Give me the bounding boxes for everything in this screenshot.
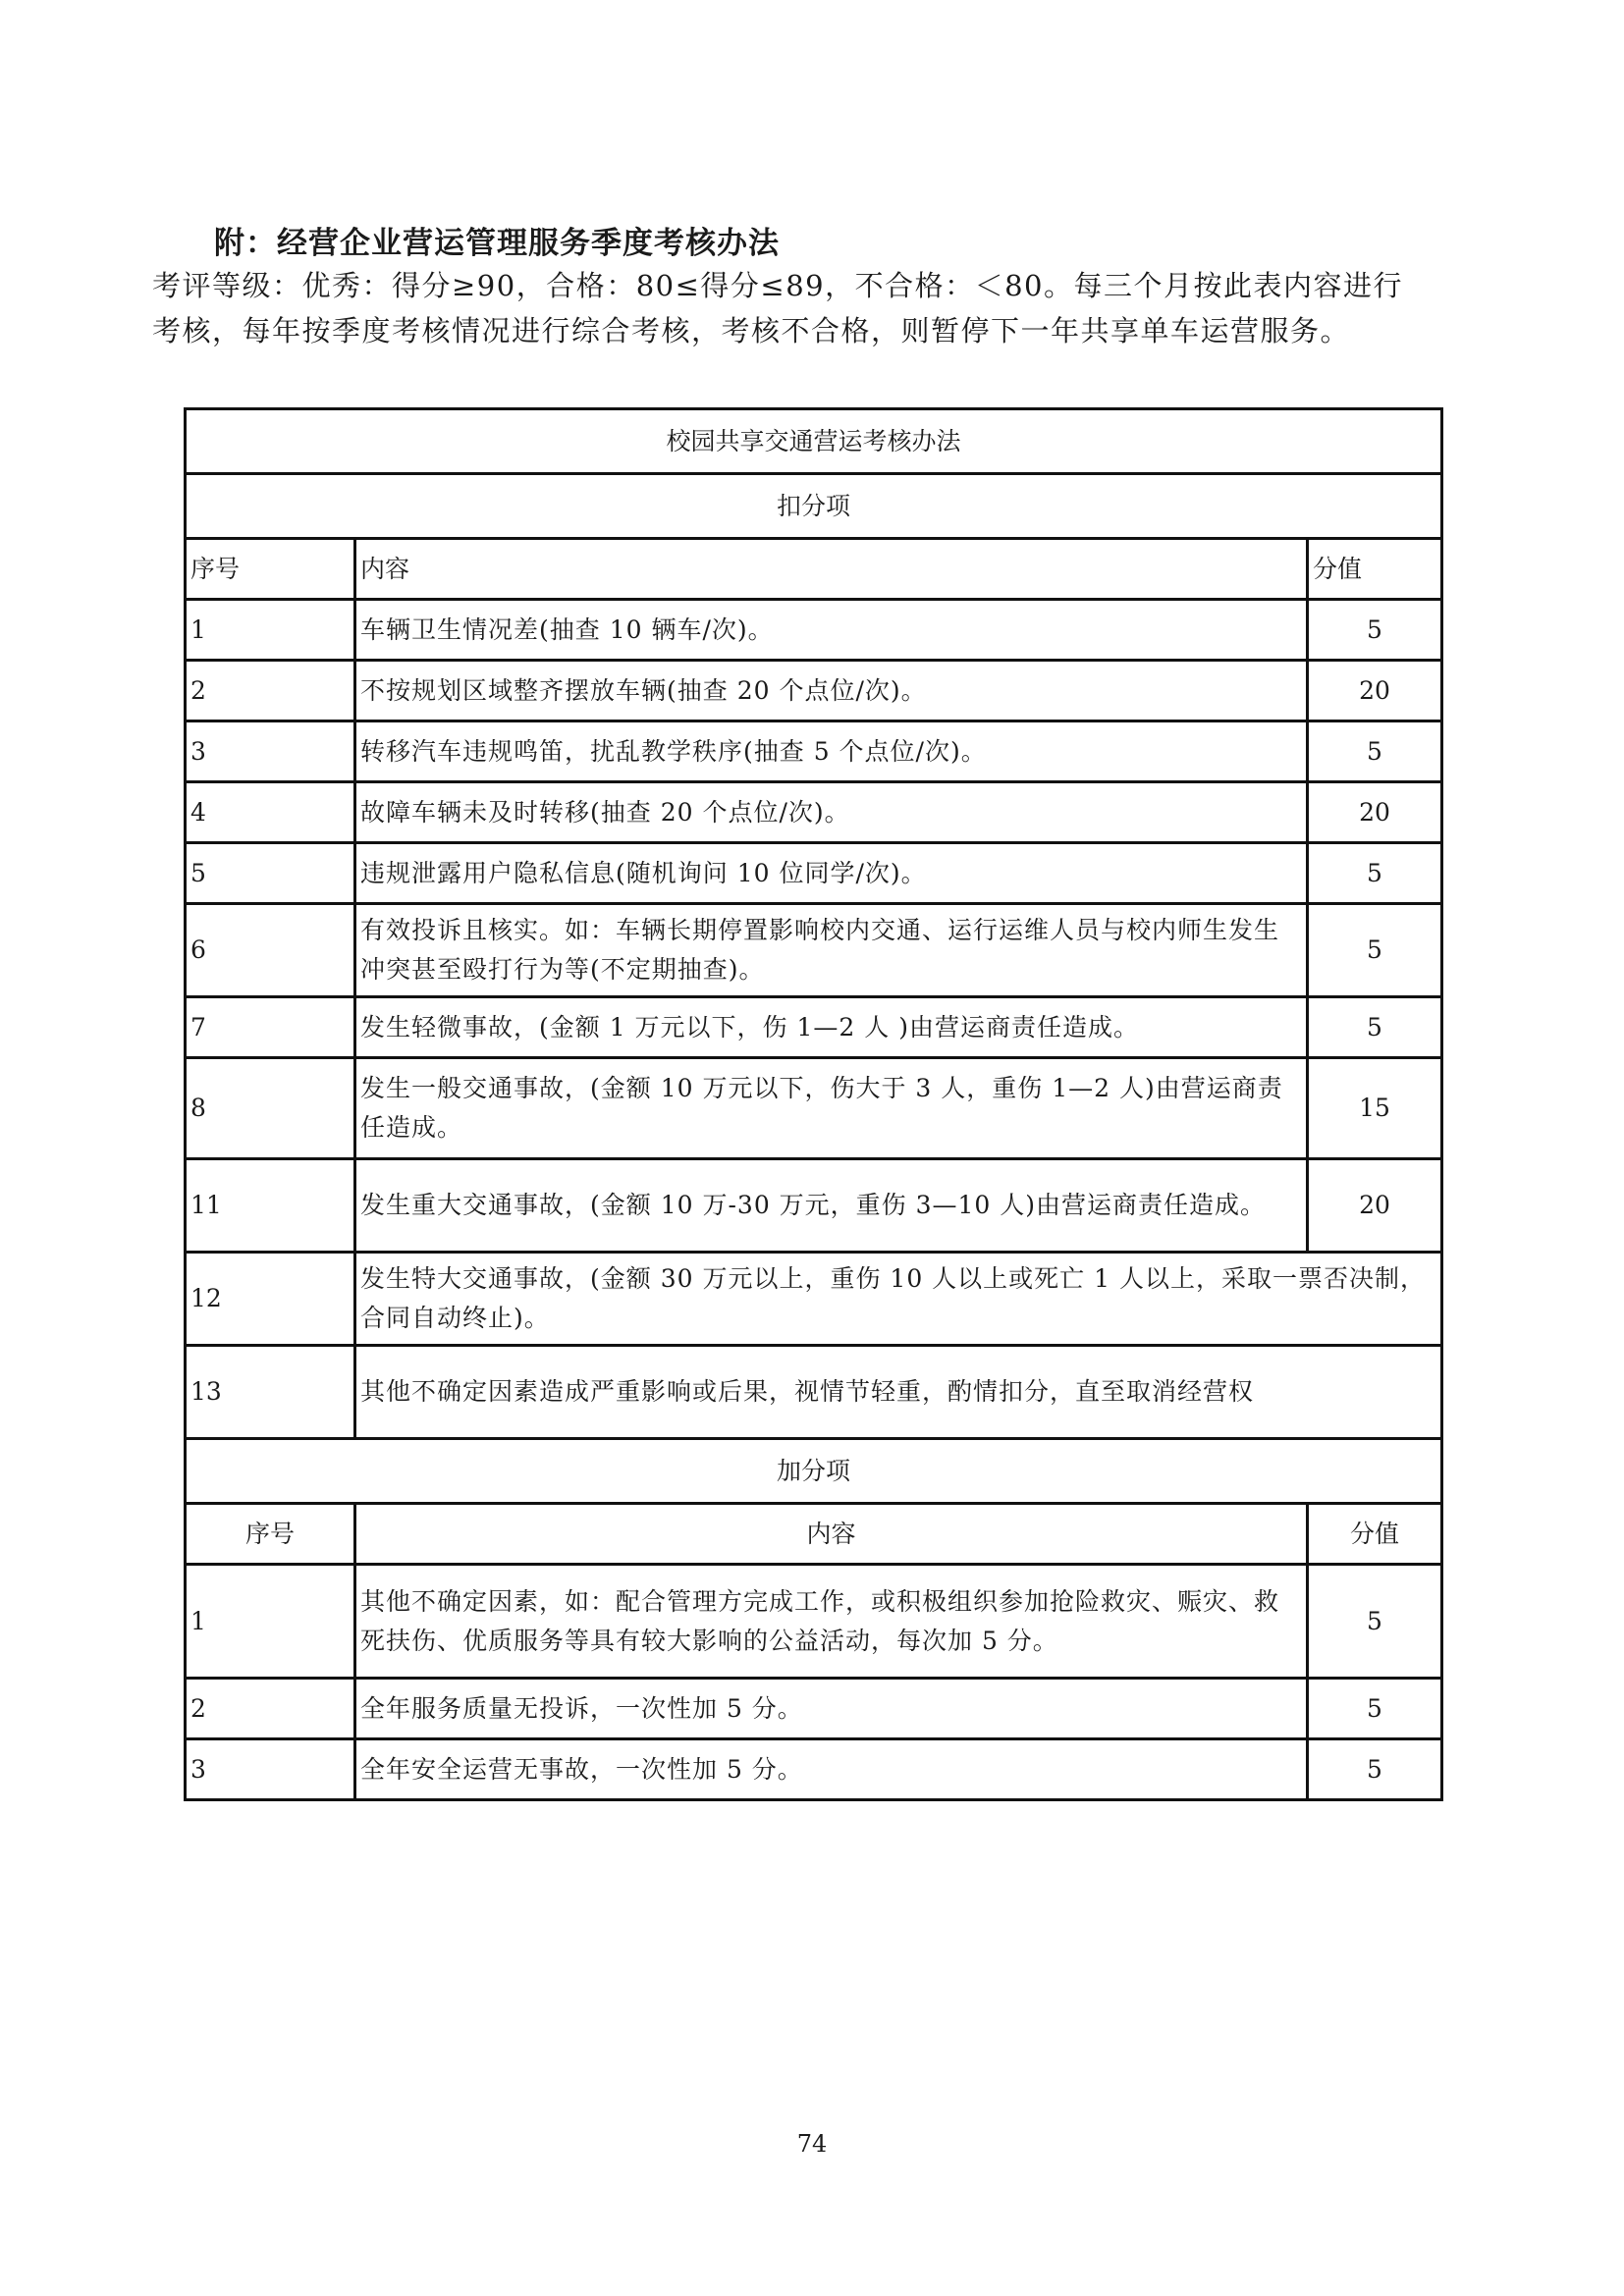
row-score: 20 (1308, 1159, 1442, 1253)
table-row (186, 661, 1442, 721)
bonus-section-row (186, 1439, 1442, 1504)
row-no: 13 (186, 1346, 355, 1439)
row-content: 转移汽车违规鸣笛，扰乱教学秩序(抽查 5 个点位/次)。 (355, 721, 1308, 782)
table-row (186, 1346, 1442, 1439)
row-content: 车辆卫生情况差(抽查 10 辆车/次)。 (355, 600, 1308, 661)
row-content: 全年安全运营无事故，一次性加 5 分。 (355, 1739, 1308, 1800)
appendix-heading: 附：经营企业营运管理服务季度考核办法 (214, 226, 780, 261)
table-row (186, 721, 1442, 782)
row-content: 不按规划区域整齐摆放车辆(抽查 20 个点位/次)。 (355, 661, 1308, 721)
page-number: 74 (796, 2130, 828, 2158)
deduction-header-row (186, 539, 1442, 600)
row-score: 5 (1308, 600, 1442, 661)
deduction-section-row (186, 474, 1442, 539)
column-header-content: 内容 (355, 1504, 1308, 1565)
table-row (186, 1058, 1442, 1159)
row-content: 发生重大交通事故，(金额 10 万-30 万元，重伤 3—10 人)由营运商责任造成。 (355, 1159, 1308, 1253)
row-no: 3 (186, 1739, 355, 1800)
row-score: 20 (1308, 661, 1442, 721)
row-no: 8 (186, 1058, 355, 1159)
row-no: 1 (186, 1565, 355, 1679)
intro-line: 考核，每年按季度考核情况进行综合考核，考核不合格，则暂停下一年共享单车运营服务。 (152, 314, 1351, 347)
row-no: 6 (186, 904, 355, 997)
row-score: 5 (1308, 997, 1442, 1058)
table-row (186, 997, 1442, 1058)
table-row (186, 1739, 1442, 1800)
row-no: 7 (186, 997, 355, 1058)
row-no: 2 (186, 1679, 355, 1739)
row-no: 12 (186, 1253, 355, 1346)
assessment-table (184, 407, 1443, 1801)
grading-intro (152, 263, 1473, 353)
table-row (186, 1253, 1442, 1346)
row-no: 11 (186, 1159, 355, 1253)
row-score: 5 (1308, 721, 1442, 782)
bonus-section-label: 加分项 (186, 1439, 1442, 1504)
table-row (186, 1159, 1442, 1253)
table-row (186, 843, 1442, 904)
row-score: 15 (1308, 1058, 1442, 1159)
row-content: 发生特大交通事故，(金额 30 万元以上，重伤 10 人以上或死亡 1 人以上，采取一票否决制，合同自动终止)。 (355, 1253, 1442, 1346)
table-row (186, 600, 1442, 661)
column-header-content: 内容 (355, 539, 1308, 600)
row-no: 5 (186, 843, 355, 904)
table-title-row (186, 409, 1442, 474)
row-score: 5 (1308, 904, 1442, 997)
table-title: 校园共享交通营运考核办法 (186, 409, 1442, 474)
row-no: 4 (186, 782, 355, 843)
row-content: 故障车辆未及时转移(抽查 20 个点位/次)。 (355, 782, 1308, 843)
bonus-header-row (186, 1504, 1442, 1565)
row-score: 5 (1308, 1679, 1442, 1739)
row-score: 5 (1308, 843, 1442, 904)
table-row (186, 1679, 1442, 1739)
row-no: 2 (186, 661, 355, 721)
row-content: 全年服务质量无投诉，一次性加 5 分。 (355, 1679, 1308, 1739)
column-header-no: 序号 (186, 539, 355, 600)
column-header-score: 分值 (1308, 539, 1442, 600)
row-no: 3 (186, 721, 355, 782)
row-content: 有效投诉且核实。如：车辆长期停置影响校内交通、运行运维人员与校内师生发生冲突甚至殴打行为等(不定期抽查)。 (355, 904, 1308, 997)
row-content: 其他不确定因素造成严重影响或后果，视情节轻重，酌情扣分，直至取消经营权 (355, 1346, 1442, 1439)
row-score: 5 (1308, 1739, 1442, 1800)
table-row (186, 1565, 1442, 1679)
row-no: 1 (186, 600, 355, 661)
row-content: 发生轻微事故，(金额 1 万元以下，伤 1—2 人 )由营运商责任造成。 (355, 997, 1308, 1058)
intro-line: 考评等级：优秀：得分≥90，合格：80≤得分≤89，不合格：＜80。每三个月按此表内容进行 (152, 269, 1404, 302)
row-content: 发生一般交通事故，(金额 10 万元以下，伤大于 3 人，重伤 1—2 人)由营运商责任造成。 (355, 1058, 1308, 1159)
row-score: 20 (1308, 782, 1442, 843)
column-header-score: 分值 (1308, 1504, 1442, 1565)
row-content: 其他不确定因素，如：配合管理方完成工作，或积极组织参加抢险救灾、赈灾、救死扶伤、优质服务等具有较大影响的公益活动，每次加 5 分。 (355, 1565, 1308, 1679)
table-row (186, 782, 1442, 843)
deduction-section-label: 扣分项 (186, 474, 1442, 539)
column-header-no: 序号 (186, 1504, 355, 1565)
row-content: 违规泄露用户隐私信息(随机询问 10 位同学/次)。 (355, 843, 1308, 904)
table-row (186, 904, 1442, 997)
row-score: 5 (1308, 1565, 1442, 1679)
